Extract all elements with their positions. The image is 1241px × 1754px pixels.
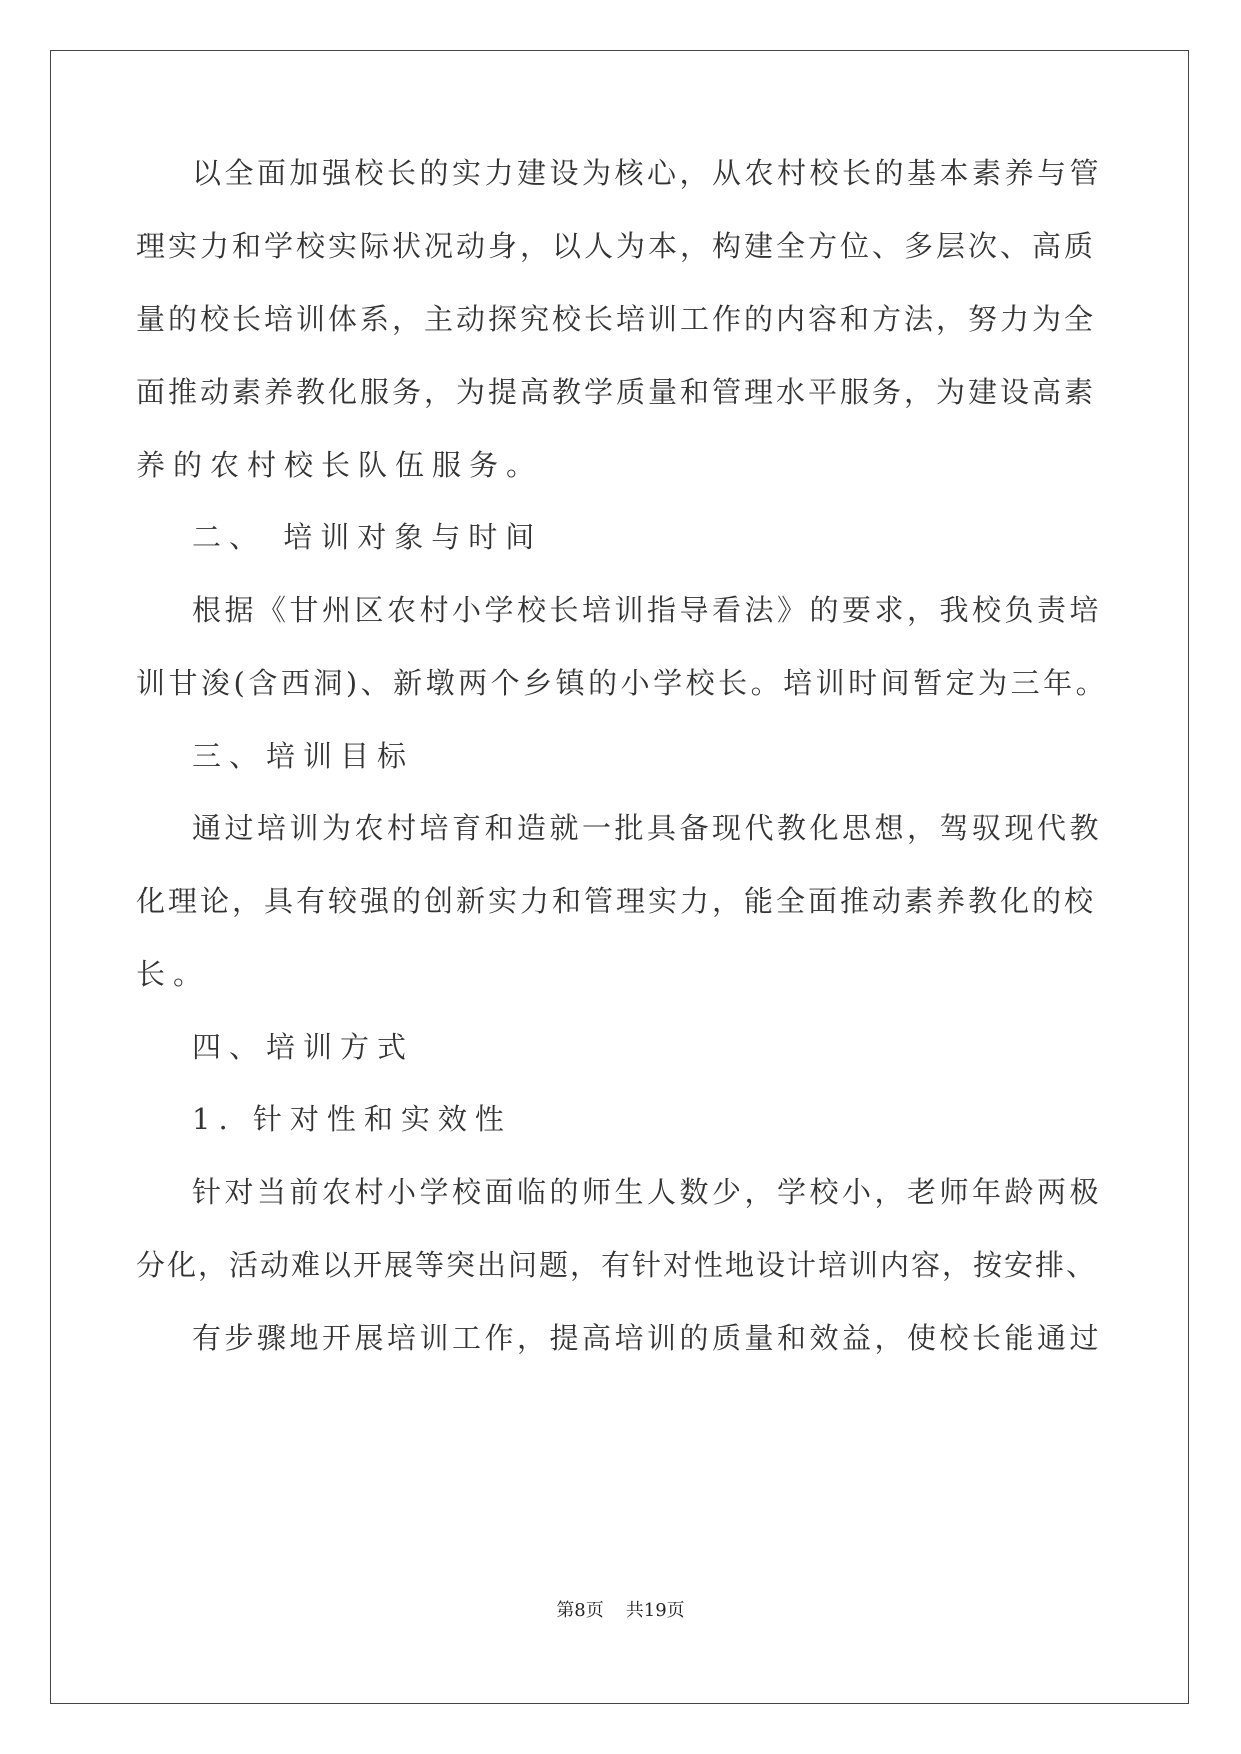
page-footer bbox=[0, 1596, 1241, 1622]
paragraph-line: 以全面加强校长的实力建设为核心，从农村校长的基本素养与管 bbox=[192, 156, 1103, 190]
paragraph-line: 针对当前农村小学校面临的师生人数少，学校小，老师年龄两极 bbox=[192, 1175, 1103, 1209]
page-number: 第8页 bbox=[556, 1600, 604, 1621]
section-heading: 三、培训目标 bbox=[192, 739, 415, 773]
page-total: 共19页 bbox=[625, 1600, 685, 1621]
paragraph-line: 养的农村校长队伍服务。 bbox=[136, 448, 544, 482]
section-heading: 二、 培训对象与时间 bbox=[192, 520, 543, 554]
page-border bbox=[50, 50, 1189, 1704]
paragraph-line: 通过培训为农村培育和造就一批具备现代教化思想，驾驭现代教 bbox=[192, 811, 1103, 845]
paragraph-line: 化理论，具有较强的创新实力和管理实力，能全面推动素养教化的校 bbox=[136, 884, 1097, 918]
paragraph-line: 面推动素养教化服务，为提高教学质量和管理水平服务，为建设高素 bbox=[136, 375, 1097, 409]
subsection-heading: 1. 针对性和实效性 bbox=[192, 1102, 512, 1136]
paragraph-line: 有步骤地开展培训工作，提高培训的质量和效益，使校长能通过 bbox=[192, 1321, 1103, 1355]
paragraph-line: 理实力和学校实际状况动身，以人为本，构建全方位、多层次、高质 bbox=[136, 229, 1097, 263]
paragraph-line: 长。 bbox=[136, 957, 211, 991]
section-heading: 四、培训方式 bbox=[192, 1030, 415, 1064]
paragraph-line: 训甘浚(含西洞)、新墩两个乡镇的小学校长。培训时间暂定为三年。 bbox=[136, 666, 1109, 700]
paragraph-line: 分化，活动难以开展等突出问题，有针对性地设计培训内容，按安排、 bbox=[136, 1248, 1098, 1282]
paragraph-line: 量的校长培训体系，主动探究校长培训工作的内容和方法，努力为全 bbox=[136, 302, 1097, 336]
paragraph-line: 根据《甘州区农村小学校长培训指导看法》的要求，我校负责培 bbox=[192, 593, 1103, 627]
